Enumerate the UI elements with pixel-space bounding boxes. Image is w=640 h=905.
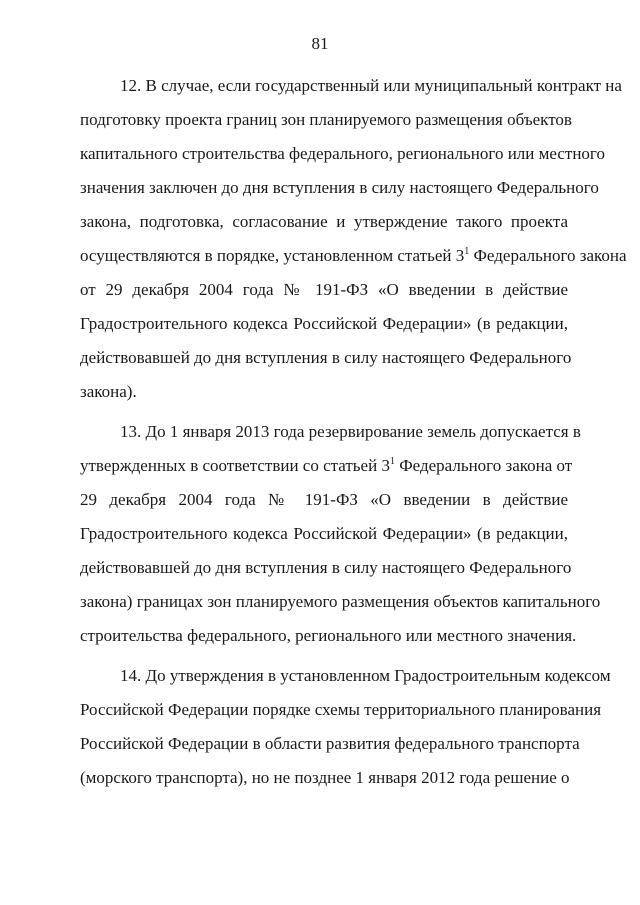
text-line: 12. В случае, если государственный или муниципальный контракт на [120, 76, 622, 95]
text-line: строительства федерального, регионального или местного значения. [80, 626, 577, 645]
text-line: закона). [80, 382, 137, 401]
text-segment: Федерального закона [469, 246, 627, 265]
text-line: закона, подготовка, согласование и утверждение такого проекта [80, 212, 568, 231]
text-line: 13. До 1 января 2013 года резервирование земель допускается в [120, 422, 581, 441]
text-line: Российской Федерации порядке схемы территориального планирования [80, 700, 602, 719]
text-line: капитального строительства федерального, регионального или местного [80, 144, 605, 163]
text-line: Градостроительного кодекса Российской Федерации» (в редакции, [80, 314, 568, 333]
text-line: 29 декабря 2004 года № 191-ФЗ «О введении в действие [80, 490, 568, 509]
text-line: 14. До утверждения в установленном Градостроительным кодексом [120, 666, 611, 685]
text-line [80, 246, 627, 266]
text-line: Российской Федерации в области развития федерального транспорта [80, 734, 580, 753]
text-line: Градостроительного кодекса Российской Федерации» (в редакции, [80, 524, 568, 543]
text-line [80, 456, 573, 476]
text-line: действовавшей до дня вступления в силу настоящего Федерального [80, 558, 572, 577]
text-line: (морского транспорта), но не позднее 1 января 2012 года решение о [80, 768, 570, 787]
text-line: от 29 декабря 2004 года № 191-ФЗ «О введении в действие [80, 280, 568, 299]
text-segment: Федерального закона от [394, 456, 573, 475]
page-number: 81 [311, 34, 329, 53]
superscript: 1 [464, 246, 470, 257]
superscript: 1 [389, 456, 395, 467]
text-segment: утвержденных в соответствии со статьей 3 [80, 456, 390, 475]
text-line: значения заключен до дня вступления в силу настоящего Федерального [80, 178, 599, 197]
text-line: закона) границах зон планируемого размещения объектов капитального [80, 592, 601, 611]
text-line: подготовку проекта границ зон планируемого размещения объектов [80, 110, 572, 129]
text-segment: осуществляются в порядке, установленном статьей 3 [80, 246, 465, 265]
text-line: действовавшей до дня вступления в силу настоящего Федерального [80, 348, 572, 367]
